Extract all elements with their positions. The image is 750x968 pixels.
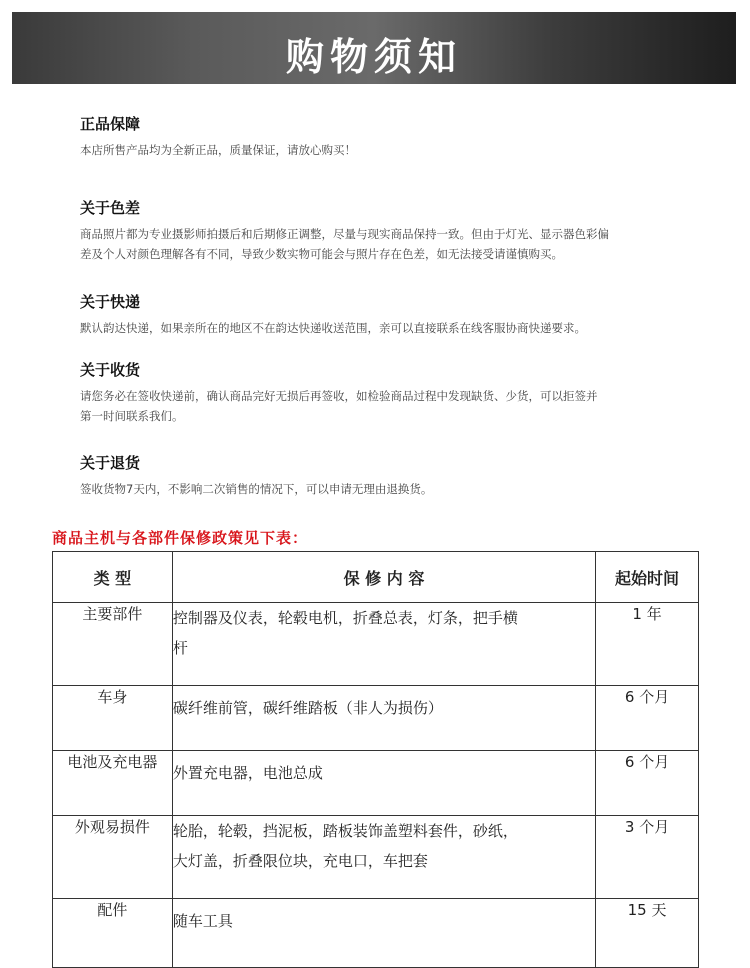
cell-type: 配件 <box>53 899 173 968</box>
cell-time: 15 天 <box>596 899 699 968</box>
section-shipping <box>80 291 710 338</box>
cell-type: 主要部件 <box>53 603 173 686</box>
cell-time: 1 年 <box>596 603 699 686</box>
cell-time: 3 个月 <box>596 816 699 899</box>
section-body <box>80 386 710 426</box>
section-heading: 关于退货 <box>80 454 141 472</box>
cell-content <box>172 816 595 899</box>
cell-type: 电池及充电器 <box>53 751 173 816</box>
column-header-content: 保 修 内 容 <box>172 552 595 603</box>
section-body-line: 第一时间联系我们。 <box>80 409 184 423</box>
table-row <box>53 686 699 751</box>
cell-time: 6 个月 <box>596 751 699 816</box>
section-receiving <box>80 359 710 426</box>
cell-content <box>172 686 595 751</box>
cell-time: 6 个月 <box>596 686 699 751</box>
cell-content <box>172 751 595 816</box>
page-title: 购物须知 <box>285 35 462 79</box>
section-body-line: 请您务必在签收快递前，确认商品完好无损后再签收，如检验商品过程中发现缺货、少货，可以拒签并 <box>80 389 598 403</box>
section-body <box>80 224 710 264</box>
cell-content-line: 碳纤维前管，碳纤维踏板（非人为损伤） <box>172 699 443 717</box>
table-header-row <box>53 552 699 603</box>
section-heading: 关于收货 <box>80 361 141 379</box>
section-color-difference <box>80 197 710 264</box>
banner <box>12 12 736 84</box>
cell-content-line: 随车工具 <box>172 912 233 930</box>
section-body-line: 差及个人对颜色理解各有不同，导致少数实物可能会与照片存在色差，如无法接受请谨慎购买。 <box>80 247 563 261</box>
table-row <box>53 816 699 899</box>
section-heading: 关于快递 <box>80 293 141 311</box>
column-header-type: 类 型 <box>53 552 173 603</box>
section-body-line: 商品照片都为专业摄影师拍摄后和后期修正调整，尽量与现实商品保持一致。但由于灯光、显示器色彩偏 <box>80 227 609 241</box>
cell-content <box>172 899 595 968</box>
table-row <box>53 899 699 968</box>
table-row <box>53 603 699 686</box>
cell-content-line: 大灯盖，折叠限位块，充电口，车把套 <box>172 852 428 870</box>
cell-content-line: 杆 <box>172 639 188 657</box>
section-heading: 正品保障 <box>80 115 141 133</box>
cell-type: 外观易损件 <box>53 816 173 899</box>
section-genuine-guarantee <box>80 113 710 160</box>
section-returns <box>80 452 710 499</box>
section-body: 签收货物7天内，不影响二次销售的情况下，可以申请无理由退换货。 <box>80 482 433 496</box>
cell-content <box>172 603 595 686</box>
section-body: 默认韵达快递，如果亲所在的地区不在韵达快递收送范围，亲可以直接联系在线客服协商快递要求。 <box>80 321 586 335</box>
warranty-table <box>52 551 699 968</box>
cell-content-line: 轮胎，轮毂，挡泥板，踏板装饰盖塑料套件，砂纸， <box>172 822 518 840</box>
table-row <box>53 751 699 816</box>
cell-type: 车身 <box>53 686 173 751</box>
column-header-start-time: 起始时间 <box>596 552 699 603</box>
section-body: 本店所售产品均为全新正品，质量保证，请放心购买！ <box>80 143 356 157</box>
section-heading: 关于色差 <box>80 199 141 217</box>
cell-content-line: 控制器及仪表，轮毂电机，折叠总表，灯条，把手横 <box>172 609 518 627</box>
cell-content-line: 外置充电器，电池总成 <box>172 764 323 782</box>
warranty-heading: 商品主机与各部件保修政策见下表： <box>52 529 309 547</box>
